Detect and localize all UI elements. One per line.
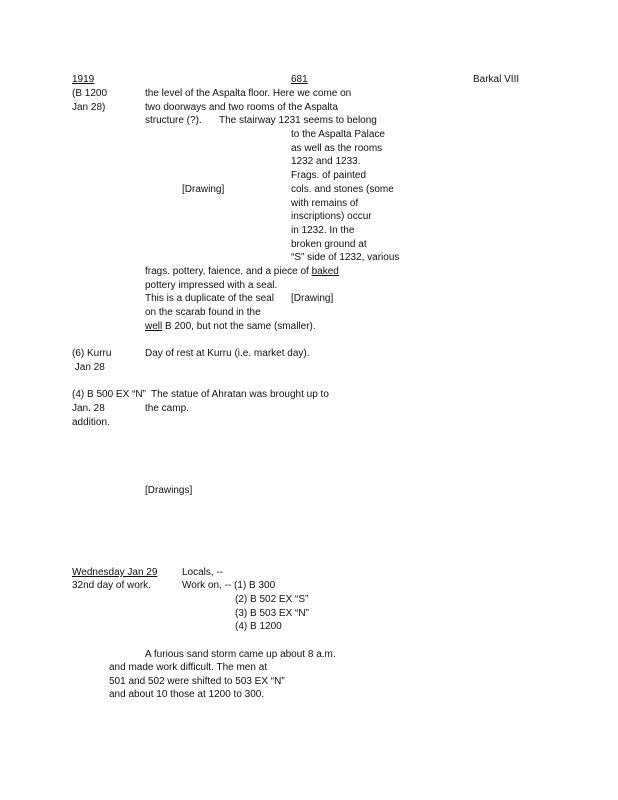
entry3-margin-rest <box>72 402 110 429</box>
text-line: This is a duplicate of the seal <box>145 293 274 304</box>
text-segment: B 200, but not the same (smaller). <box>162 321 316 332</box>
text-line: and about 10 those at 1200 to 300. <box>109 689 265 701</box>
text-line: 501 and 502 were shifted to 503 EX “N” <box>109 675 285 687</box>
margin-line: Jan. 28 <box>72 403 105 414</box>
entry4-date: Wednesday Jan 29 <box>72 567 158 578</box>
text-line: structure (?). <box>145 115 202 126</box>
page-number: 681 <box>291 74 308 85</box>
text-line: inscriptions) occur <box>291 211 372 223</box>
text-line: and made work difficult. The men at <box>109 662 268 673</box>
margin-line: (B 1200 <box>72 88 108 99</box>
text-line: two doorways and two rooms of the Aspalta <box>145 101 338 113</box>
text-line: 1232 and 1233. <box>291 156 361 168</box>
text-segment: frags. pottery, faience, and a piece of <box>145 266 309 277</box>
text-line: as well as the rooms <box>291 142 383 154</box>
text-line: broken ground at <box>291 238 367 250</box>
entry4-paragraph <box>109 661 285 702</box>
text-line <box>145 320 316 334</box>
underlined-word: well <box>145 321 163 332</box>
entry1-right-column <box>291 128 399 265</box>
entry3-text-first: The statue of Ahratan was brought up to <box>151 389 329 400</box>
entry3-text-rest: the camp. <box>145 403 189 414</box>
text-line: with remains of <box>291 197 359 209</box>
drawings-placeholder: [Drawings] <box>145 485 193 496</box>
drawing-placeholder: [Drawing] <box>291 293 334 304</box>
text-line: in 1232. In the <box>291 224 355 236</box>
margin-line: (6) Kurru <box>72 348 112 359</box>
entry2-margin <box>72 347 111 374</box>
margin-line: addition. <box>72 416 110 428</box>
text-line: on the scarab found in the <box>145 307 261 318</box>
underlined-word: baked <box>311 266 339 277</box>
text-line: pottery impressed with a seal. <box>145 280 278 291</box>
text-line: the level of the Aspalta floor. Here we come on <box>145 88 352 99</box>
text-line: cols. and stones (some <box>291 183 394 195</box>
text-line: Frags. of painted <box>291 170 367 182</box>
entry3-margin-first: (4) B 500 EX “N” <box>72 389 146 400</box>
margin-line: Jan 28) <box>72 101 106 113</box>
text-line: The stairway 1231 seems to belong <box>219 115 377 126</box>
entry2-text: Day of rest at Kurru (i.e. market day). <box>145 348 310 359</box>
header-year: 1919 <box>72 74 95 85</box>
header-site: Barkal VIII <box>473 74 520 85</box>
entry4-day-of-work: 32nd day of work. <box>72 580 151 591</box>
entry4-work-on: Work on, -- (1) B 300 <box>182 580 276 591</box>
margin-line: Jan 28 <box>72 361 105 373</box>
work-item: (3) B 503 EX “N” <box>235 607 309 619</box>
drawing-placeholder: [Drawing] <box>182 184 225 195</box>
entry4-locals: Locals, -- <box>182 567 224 578</box>
entry1-margin <box>72 87 107 114</box>
entry4-paragraph-first: A furious sand storm came up about 8 a.m. <box>145 649 336 660</box>
work-item: (4) B 1200 <box>235 621 282 633</box>
entry1-text <box>145 87 351 114</box>
text-line: to the Aspalta Palace <box>291 129 385 140</box>
work-item: (2) B 502 EX “S” <box>235 594 309 605</box>
text-line <box>145 265 339 279</box>
text-line: “S” side of 1232, various <box>291 252 400 264</box>
entry4-work-items <box>235 593 309 634</box>
